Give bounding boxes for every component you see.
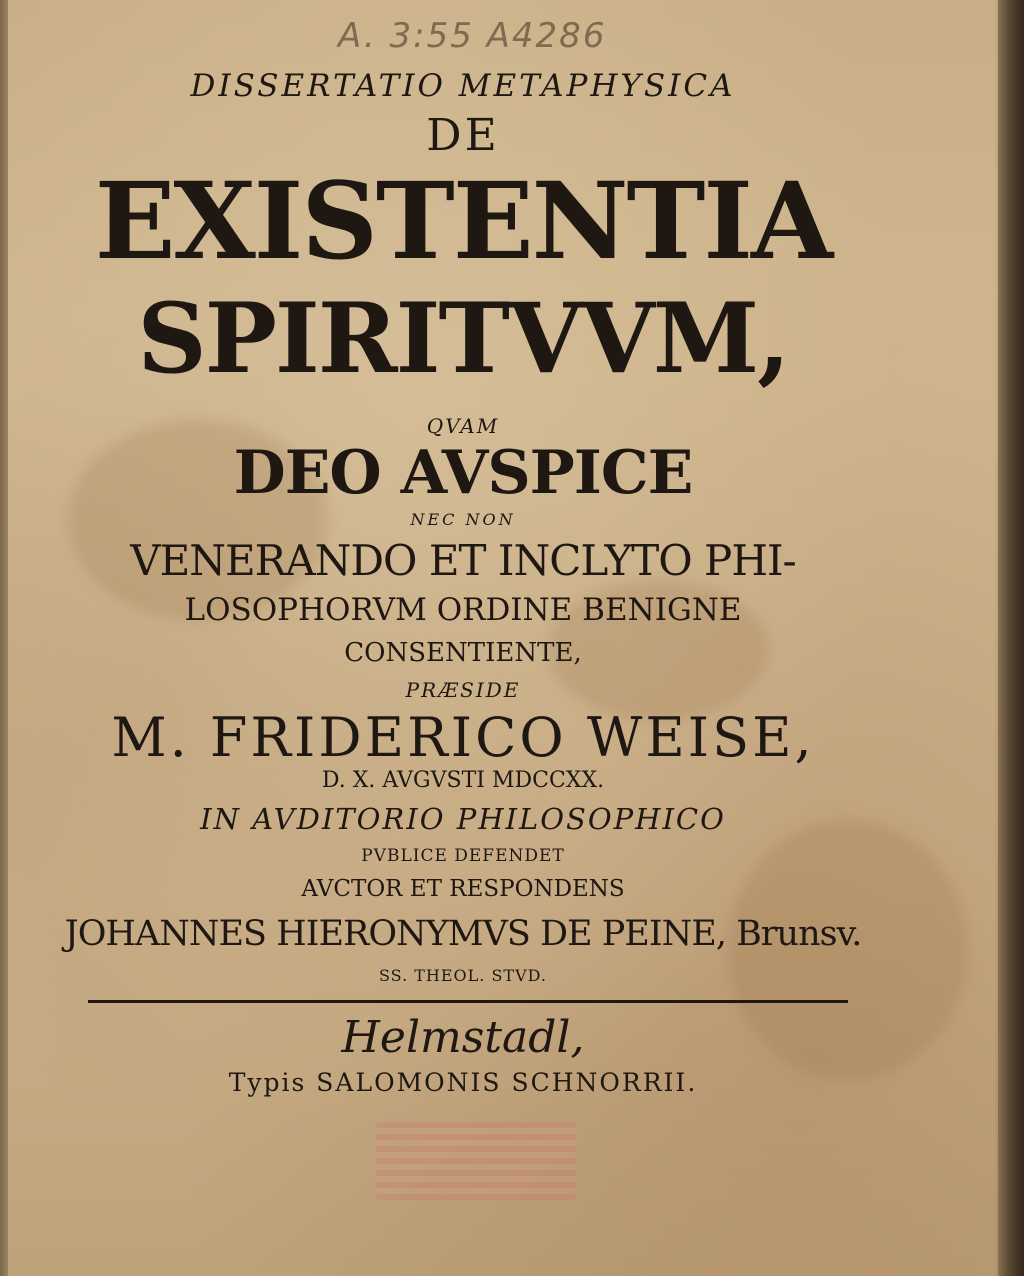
handwritten-shelfmark: A. 3:55 A4286 <box>338 16 607 56</box>
line-de: DE <box>426 110 500 161</box>
line-consentiente: CONSENTIENTE, <box>344 638 582 668</box>
main-title-existentia: EXISTENTIA <box>94 158 832 283</box>
line-publice-defendet: PVBLICE DEFENDET <box>361 846 565 866</box>
book-edge-shadow <box>994 0 1024 1276</box>
line-quam: QVAM <box>426 414 500 438</box>
line-praeses-name: M. FRIDERICO WEISE, <box>111 706 815 769</box>
line-date: D. X. AVGVSTI MDCCXX. <box>321 768 605 793</box>
line-auctor: AVCTOR ET RESPONDENS <box>301 876 625 902</box>
library-stamp <box>376 1122 576 1200</box>
line-dissertatio-metaphysica: DISSERTATIO METAPHYSICA <box>190 68 736 104</box>
line-auditorio: IN AVDITORIO PHILOSOPHICO <box>200 802 726 836</box>
line-deo-auspice: DEO AVSPICE <box>233 438 693 508</box>
paper-sheet <box>8 0 998 1276</box>
divider-rule <box>88 1000 848 1003</box>
line-venerando: VENERANDO ET INCLYTO PHI- <box>130 536 796 585</box>
imprint-place: Helmstadl, <box>341 1012 585 1063</box>
line-theol-stud: SS. THEOL. STVD. <box>379 966 547 985</box>
line-nec-non: NEC NON <box>410 510 516 529</box>
line-praeside: PRÆSIDE <box>405 678 521 702</box>
imprint-printer: Typis SALOMONIS SCHNORRII. <box>228 1068 698 1097</box>
main-title-spirituum: SPIRITVVM, <box>137 282 789 395</box>
line-respondent-name: JOHANNES HIERONYMVS DE PEINE, Brunsv. <box>64 914 862 954</box>
line-philosophorum: LOSOPHORVM ORDINE BENIGNE <box>184 592 742 628</box>
